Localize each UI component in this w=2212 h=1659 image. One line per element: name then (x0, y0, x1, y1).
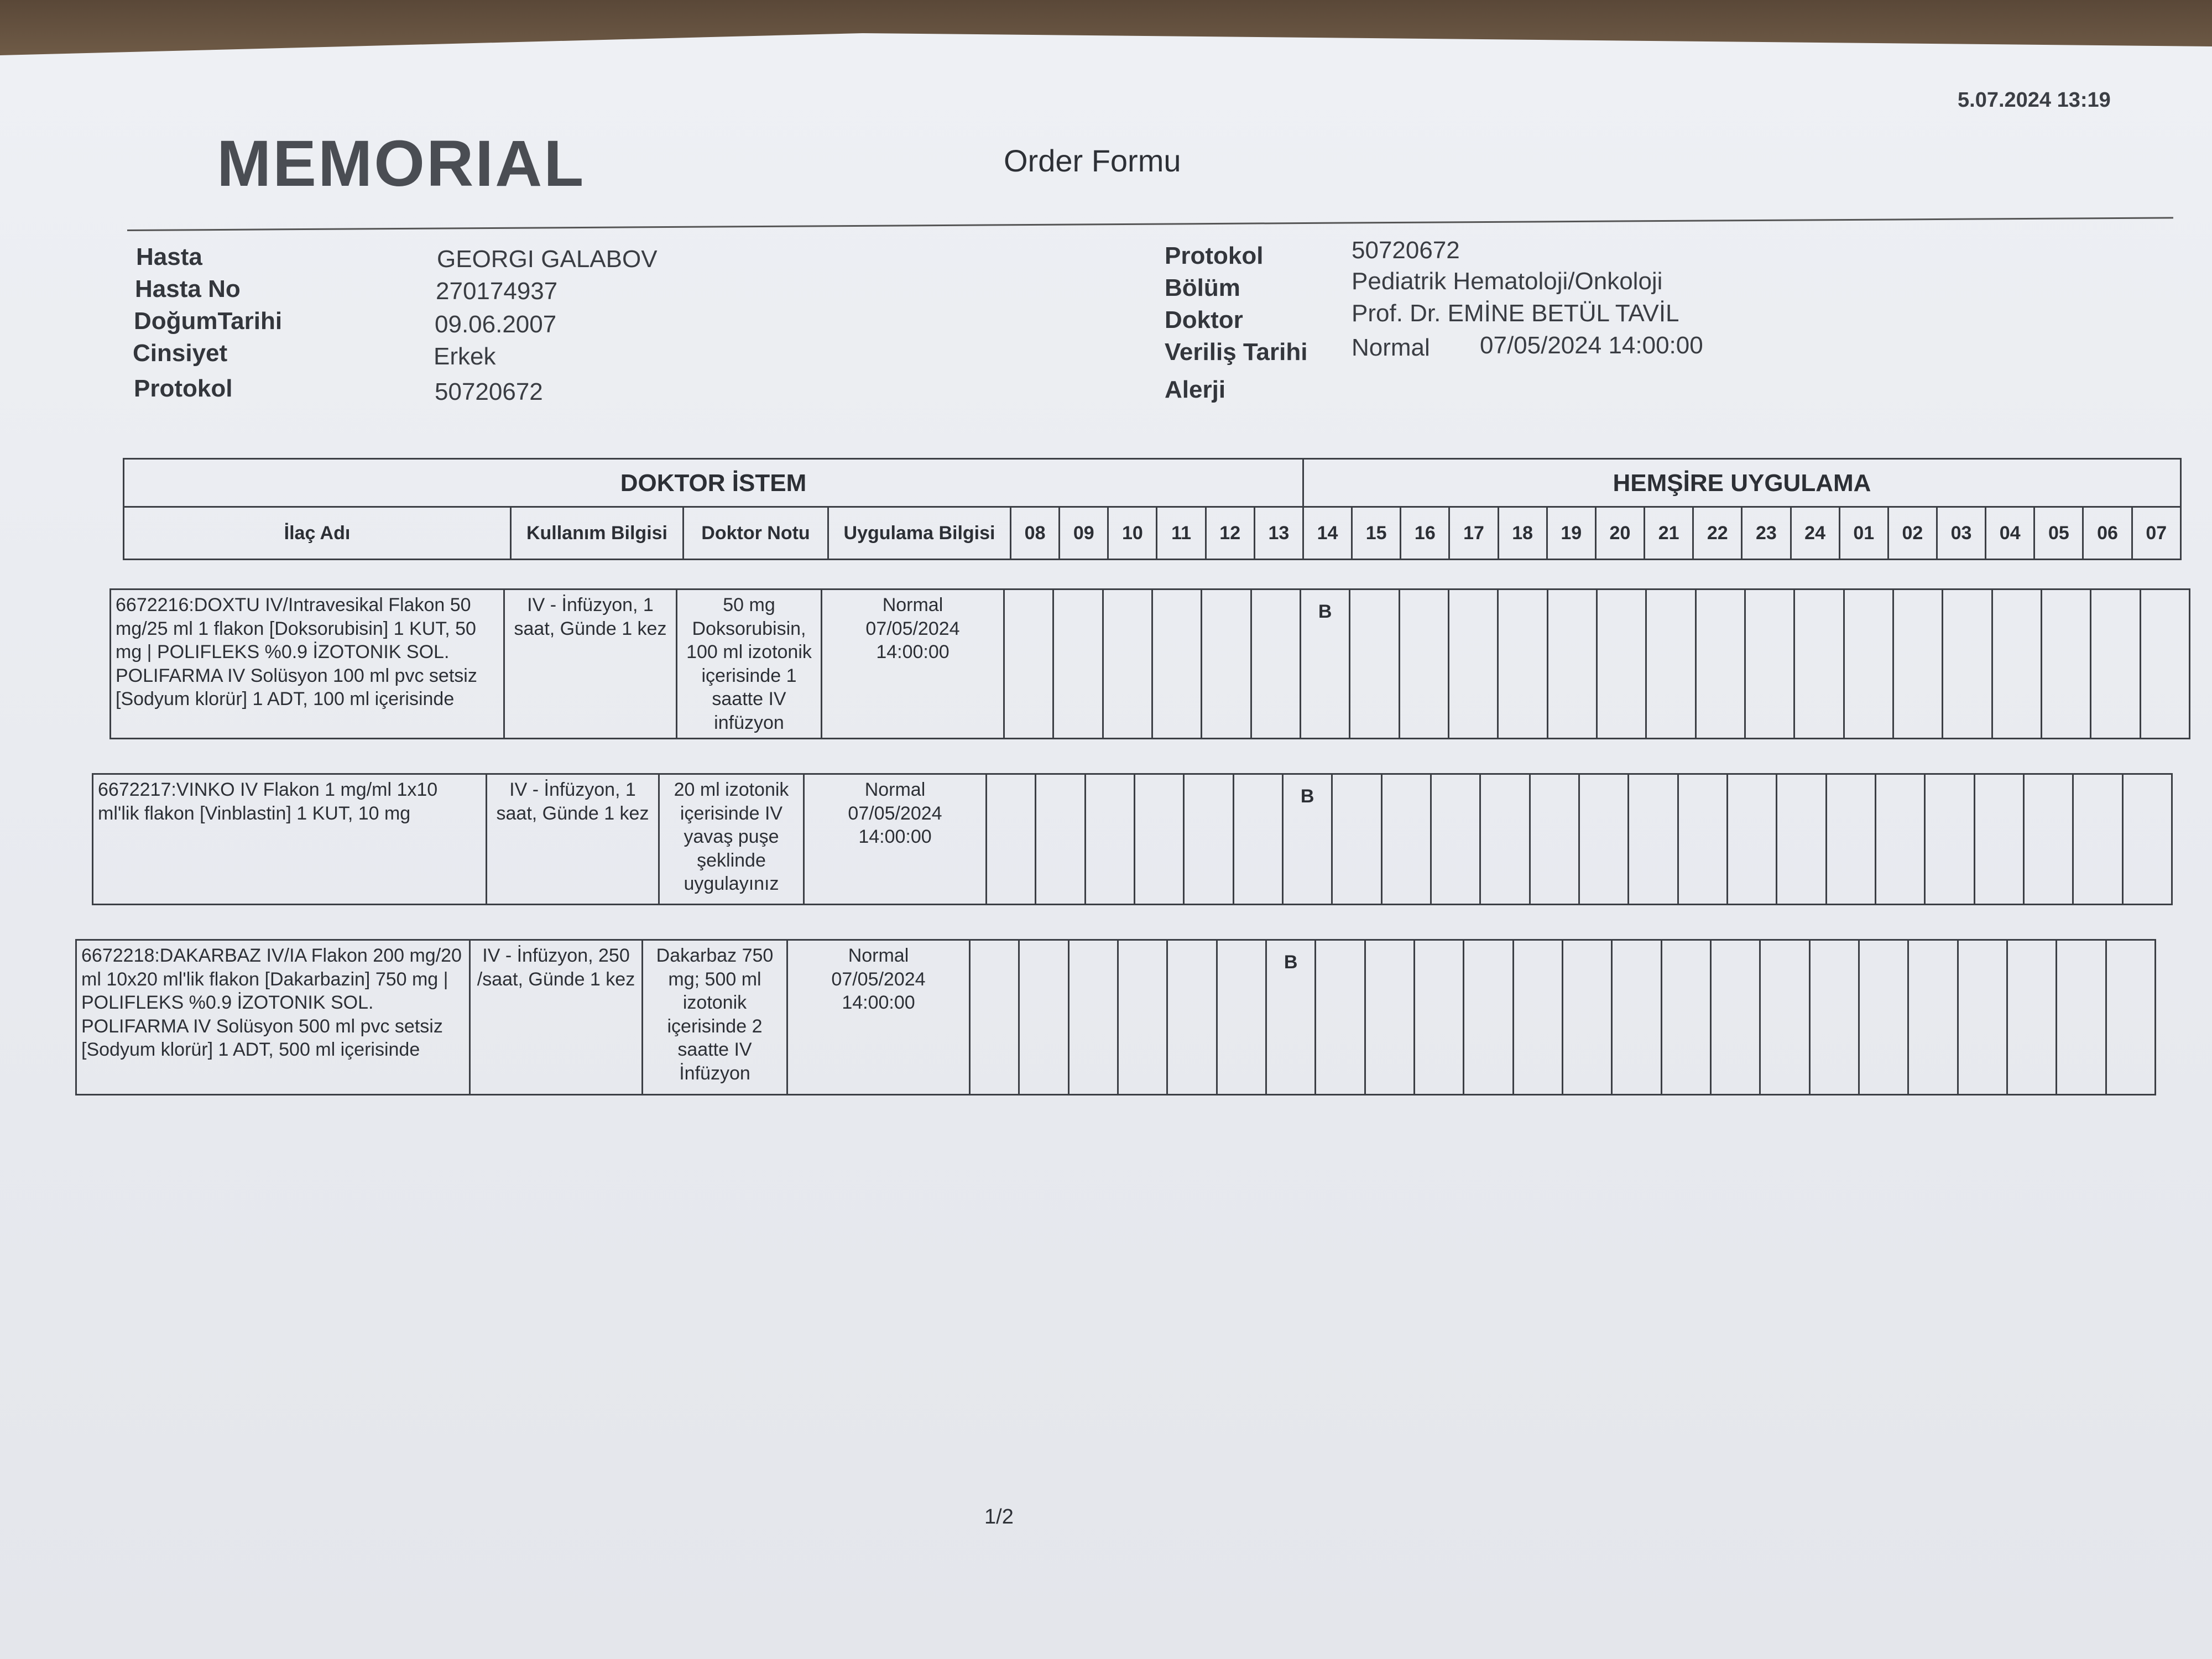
hour-cell (1498, 589, 1547, 739)
order-protokol-value: 50720672 (1352, 237, 1460, 264)
order-row (75, 939, 2156, 1095)
hour-column: 18 (1498, 507, 1547, 560)
hour-cell (1118, 940, 1167, 1095)
hour-cell (1875, 774, 1924, 905)
hour-cell (1184, 774, 1233, 905)
hour-cell (1004, 589, 1053, 739)
hour-cell: B (1282, 774, 1332, 905)
hasta-no-label: Hasta No (135, 275, 241, 302)
hour-cell (1646, 589, 1695, 739)
hour-column: 02 (1888, 507, 1937, 560)
hour-cell (1710, 940, 1760, 1095)
hour-column: 07 (2132, 507, 2180, 560)
hour-cell (1233, 774, 1282, 905)
hour-cell (2106, 940, 2155, 1095)
hour-cell (1414, 940, 1463, 1095)
hasta-label: Hasta (136, 243, 202, 270)
order-protokol-label: Protokol (1165, 242, 1264, 269)
hour-cell (2041, 589, 2090, 739)
hour-cell (1167, 940, 1217, 1095)
hour-column: 22 (1693, 507, 1742, 560)
hour-column: 13 (1254, 507, 1303, 560)
hour-cell (1217, 940, 1266, 1095)
hasta-no-value: 270174937 (436, 278, 558, 305)
verilis-tarihi-value: 07/05/2024 14:00:00 (1480, 332, 1703, 359)
drug-name-cell: 6672216:DOXTU IV/Intravesikal Flakon 50 mg/25 ml 1 flakon [Doksorubisin] 1 KUT, 50 mg | POLIFLEKS %0.9 İZOTONIK SOL. POLIFARMA IV Solüsyon 100 ml pvc setsiz [Sodyum klorür] 1 ADT, 100 ml içerisinde (111, 589, 504, 739)
bolum-value: Pediatrik Hematoloji/Onkoloji (1352, 268, 1663, 295)
hour-cell (1678, 774, 1727, 905)
hour-column: 19 (1547, 507, 1595, 560)
cinsiyet-label: Cinsiyet (133, 340, 228, 367)
order-row (92, 773, 2173, 905)
cinsiyet-value: Erkek (434, 343, 496, 370)
application-info-cell (822, 589, 1004, 739)
hour-cell (2023, 774, 2073, 905)
hour-cell (1859, 940, 1908, 1095)
hour-cell (1480, 774, 1530, 905)
hour-cell (1893, 589, 1942, 739)
hour-column: 01 (1839, 507, 1888, 560)
hour-column: 17 (1449, 507, 1498, 560)
hour-cell (1579, 774, 1628, 905)
hour-column: 03 (1937, 507, 1985, 560)
hour-cell: B (1266, 940, 1315, 1095)
hour-column: 14 (1303, 507, 1352, 560)
section-doktor-istem: DOKTOR İSTEM (124, 459, 1303, 507)
hour-cell (1562, 940, 1611, 1095)
hour-cell (1202, 589, 1251, 739)
hour-column: 08 (1011, 507, 1060, 560)
hour-cell (1316, 940, 1365, 1095)
hour-cell (1661, 940, 1710, 1095)
hour-cell (1727, 774, 1776, 905)
hour-cell (1350, 589, 1399, 739)
order-table-header (123, 458, 2182, 560)
hasta-value: GEORGI GALABOV (437, 246, 658, 273)
hour-cell (2057, 940, 2106, 1095)
hour-column: 21 (1645, 507, 1693, 560)
hour-cell (2073, 774, 2122, 905)
drug-name-cell: 6672218:DAKARBAZ IV/IA Flakon 200 mg/20 ml 10x20 ml'lik flakon [Dakarbazin] 750 mg | POLIFLEKS %0.9 İZOTONIK SOL. POLIFARMA IV Solüsyon 500 ml pvc setsiz [Sodyum klorür] 1 ADT, 500 ml içerisinde (76, 940, 470, 1095)
hour-column: 23 (1742, 507, 1791, 560)
hour-cell (2091, 589, 2140, 739)
col-uygulama-bilgisi: Uygulama Bilgisi (828, 507, 1011, 560)
hour-cell (1844, 589, 1893, 739)
hospital-logo: MEMORIAL (217, 127, 586, 200)
hour-cell (1448, 589, 1498, 739)
verilis-type: Normal (1352, 334, 1430, 361)
usage-cell: IV - İnfüzyon, 250 /saat, Günde 1 kez (470, 940, 643, 1095)
hour-cell (1629, 774, 1678, 905)
hour-cell (1085, 774, 1134, 905)
print-datetime: 5.07.2024 13:19 (1958, 88, 2111, 112)
col-ilac-adi: İlaç Adı (124, 507, 511, 560)
hour-column: 05 (2034, 507, 2083, 560)
hour-cell (1431, 774, 1480, 905)
hour-cell (2140, 589, 2189, 739)
hour-column: 16 (1401, 507, 1449, 560)
hour-cell (1513, 940, 1562, 1095)
hour-cell (1992, 589, 2041, 739)
hour-column: 20 (1595, 507, 1644, 560)
application-info-cell (787, 940, 970, 1095)
hour-cell (1612, 940, 1661, 1095)
hour-cell: B (1300, 589, 1349, 739)
form-title: Order Formu (1004, 143, 1181, 178)
bolum-label: Bölüm (1165, 274, 1240, 301)
hour-cell (987, 774, 1036, 905)
doktor-label: Doktor (1165, 306, 1243, 333)
hour-cell (1134, 774, 1183, 905)
col-kullanim-bilgisi: Kullanım Bilgisi (511, 507, 684, 560)
doctor-note-cell: 20 ml izotonik içerisinde IV yavaş puşe şeklinde uygulayınız (659, 774, 804, 905)
hour-cell (970, 940, 1019, 1095)
protokol-value: 50720672 (435, 378, 543, 405)
dogum-tarihi-label: DoğumTarihi (134, 307, 283, 335)
hour-cell (1760, 940, 1809, 1095)
hour-cell (1925, 774, 1974, 905)
protokol-label: Protokol (134, 375, 233, 402)
application-time: 14:00:00 (876, 641, 950, 662)
hour-cell (1908, 940, 1958, 1095)
application-date: 07/05/2024 (865, 618, 960, 639)
hour-cell (1036, 774, 1085, 905)
doktor-value: Prof. Dr. EMİNE BETÜL TAVİL (1352, 300, 1679, 327)
doctor-note-cell: 50 mg Doksorubisin, 100 ml izotonik içerisinde 1 saatte IV infüzyon (677, 589, 822, 739)
hour-cell (1152, 589, 1201, 739)
hour-cell (1547, 589, 1597, 739)
hour-cell (1464, 940, 1513, 1095)
hour-column: 12 (1206, 507, 1254, 560)
section-hemsire-uygulama: HEMŞİRE UYGULAMA (1303, 459, 2180, 507)
doctor-note-cell: Dakarbaz 750 mg; 500 ml izotonik içerisinde 2 saatte IV İnfüzyon (643, 940, 787, 1095)
hour-column: 09 (1060, 507, 1108, 560)
hour-column: 24 (1791, 507, 1839, 560)
application-time: 14:00:00 (858, 826, 932, 847)
application-type: Normal (864, 779, 926, 800)
hour-column: 10 (1108, 507, 1157, 560)
page-number: 1/2 (984, 1505, 1014, 1528)
hour-cell (2122, 774, 2172, 905)
drug-name-cell: 6672217:VINKO IV Flakon 1 mg/ml 1x10 ml'lik flakon [Vinblastin] 1 KUT, 10 mg (93, 774, 487, 905)
hour-cell (2007, 940, 2056, 1095)
application-type: Normal (882, 594, 943, 615)
hour-cell (1068, 940, 1118, 1095)
usage-cell: IV - İnfüzyon, 1 saat, Günde 1 kez (504, 589, 677, 739)
application-date: 07/05/2024 (831, 968, 926, 990)
hour-cell (1695, 589, 1745, 739)
application-date: 07/05/2024 (848, 802, 942, 824)
usage-cell: IV - İnfüzyon, 1 saat, Günde 1 kez (487, 774, 659, 905)
hour-cell (1943, 589, 1992, 739)
hour-cell (1826, 774, 1875, 905)
application-time: 14:00:00 (842, 992, 915, 1013)
hour-cell (1365, 940, 1414, 1095)
order-row (109, 588, 2190, 739)
hour-cell (1958, 940, 2007, 1095)
dogum-tarihi-value: 09.06.2007 (435, 311, 557, 338)
hour-cell (1399, 589, 1448, 739)
hour-cell (1530, 774, 1579, 905)
hour-cell (1332, 774, 1381, 905)
hour-cell (1019, 940, 1068, 1095)
hour-column: 04 (1986, 507, 2034, 560)
hour-cell (1809, 940, 1859, 1095)
hour-cell (1053, 589, 1103, 739)
alerji-label: Alerji (1165, 376, 1226, 403)
verilis-tarihi-label: Veriliş Tarihi (1165, 338, 1308, 366)
hour-column: 15 (1352, 507, 1401, 560)
col-doktor-notu: Doktor Notu (684, 507, 828, 560)
hour-column: 06 (2083, 507, 2132, 560)
hour-cell (1794, 589, 1844, 739)
application-type: Normal (848, 945, 909, 966)
hour-cell (1103, 589, 1152, 739)
hour-cell (1381, 774, 1431, 905)
hour-cell (1974, 774, 2023, 905)
hour-cell (1597, 589, 1646, 739)
hour-column: 11 (1157, 507, 1206, 560)
hour-cell (1777, 774, 1826, 905)
hour-cell (1251, 589, 1300, 739)
application-info-cell (804, 774, 987, 905)
hour-cell (1745, 589, 1794, 739)
